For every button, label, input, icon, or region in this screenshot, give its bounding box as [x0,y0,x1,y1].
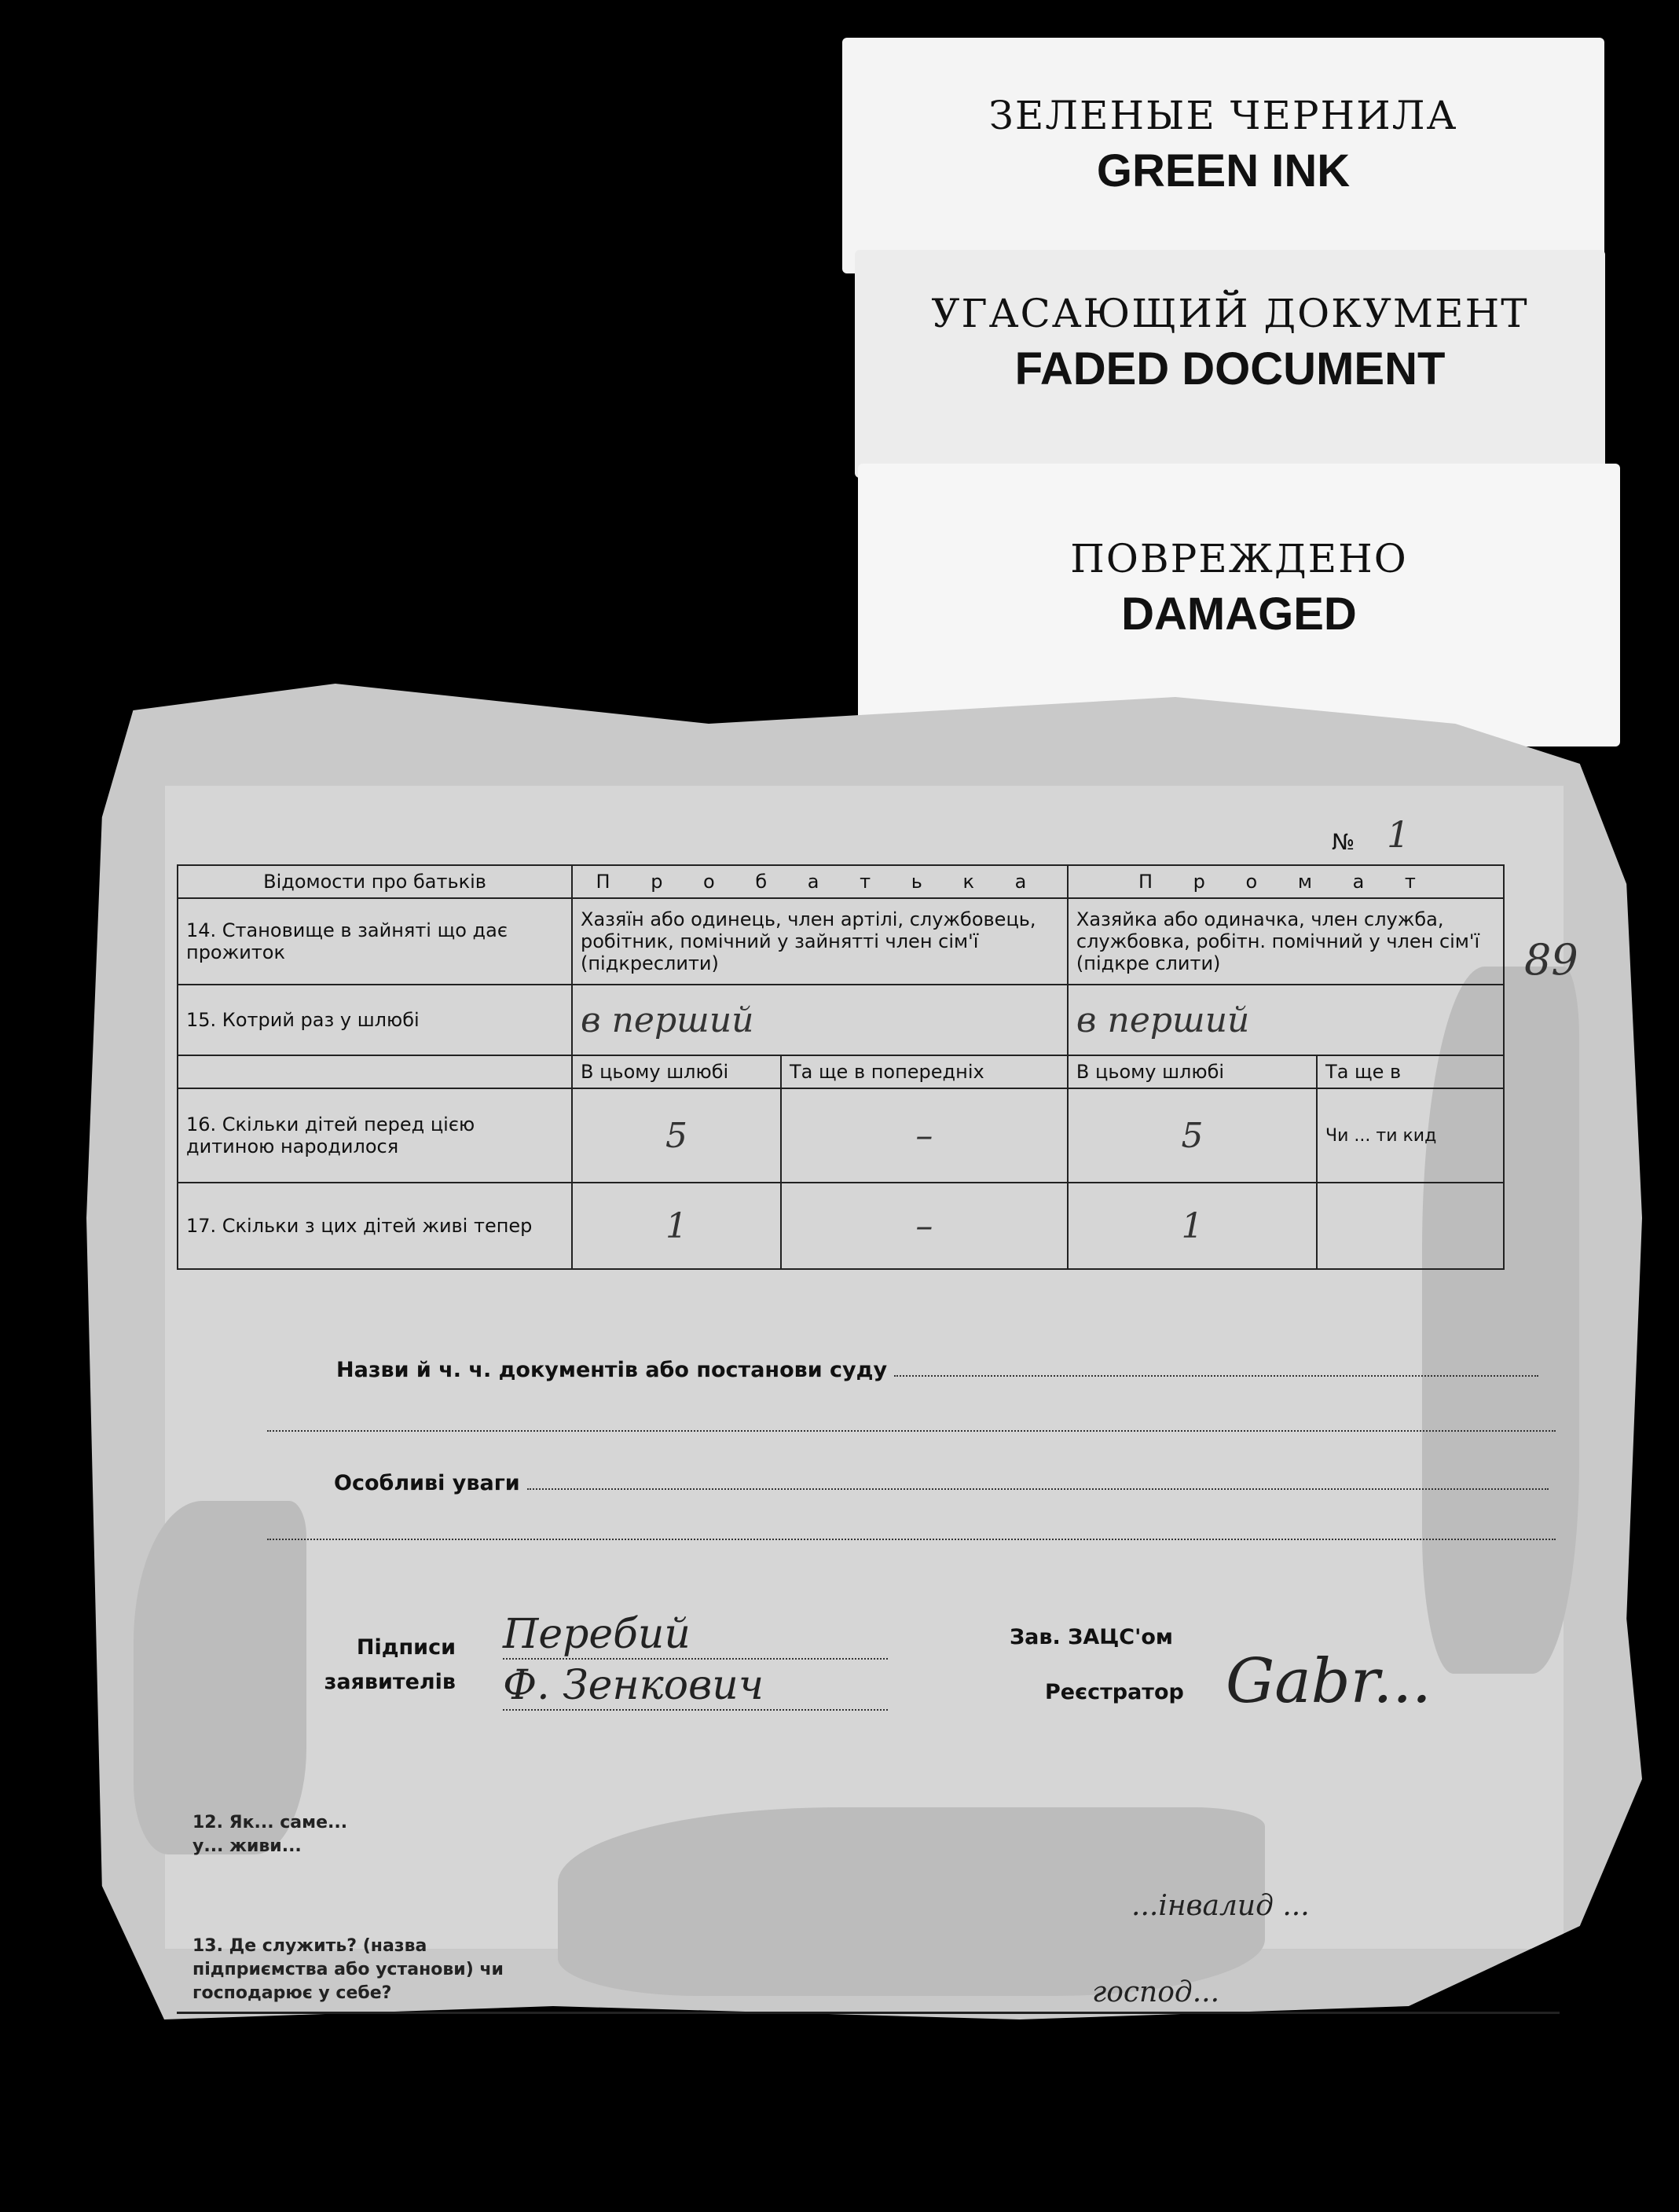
subheader-mother-this: В цьому шлюбі [1068,1055,1317,1088]
green-ink-en: GREEN INK [1096,145,1351,196]
row14-father: Хазяїн або одинець, член артілі, службовець, робітник, помічний у зайнятті член сім'ї (підкреслити) [572,898,1068,985]
green-ink-label-card [842,38,1604,273]
faded-document-label-card [855,250,1605,478]
footer-rule [177,2012,1560,2014]
row17-label: 17. Скільки з цих дітей живі тепер [178,1183,572,1269]
damaged-ru: ПОВРЕЖДЕНО [1070,536,1408,581]
torn-area-left [134,1501,306,1854]
header-mother: П р о м а т [1068,865,1504,898]
faded-document-ru: УГАСАЮЩИЙ ДОКУМЕНТ [931,291,1529,336]
row17-mother-prev [1317,1183,1504,1269]
damaged-en: DAMAGED [1121,589,1357,640]
row14-mother: Хазяйка або одиначка, член служба, службовка, робітн. помічний у член сім'ї (підкре слити) [1068,898,1504,985]
row15-father: в перший [572,985,1068,1055]
header-father: П р о б а т ь к а [572,865,1068,898]
row16-label: 16. Скільки дітей перед цією дитиною народилося [178,1088,572,1183]
row17-father-this: 1 [572,1183,781,1269]
row15-mother: в перший [1068,985,1504,1055]
subheader-father-prev: Та ще в попередніх [781,1055,1068,1088]
signatures-label: Підписи заявителів [324,1635,456,1694]
row16-father-this: 5 [572,1088,781,1183]
row15-label: 15. Котрий раз у шлюбі [178,985,572,1055]
footer-question-12: 12. Як... саме... у... живи... [192,1813,348,1856]
row17-mother-this: 1 [1068,1183,1317,1269]
registrar-label: Реєстратор [1045,1680,1184,1704]
footer-handwriting-2: господ... [1092,1976,1220,2008]
remarks-dotted-line [527,1488,1549,1490]
row16-mother-this: 5 [1068,1088,1317,1183]
subheader-mother-prev: Та ще в [1317,1055,1504,1088]
header-parents-info: Відомости про батьків [178,865,572,898]
remarks-label: Особливі уваги [334,1471,520,1495]
record-number-value: 1 [1387,813,1410,856]
documents-label: Назви й ч. ч. документів або постанови суду [336,1358,888,1382]
footer-handwriting-1: ...інвалид ... [1131,1890,1310,1922]
signature-2: Ф. Зенкович [503,1662,888,1711]
signature-1: Перебий [503,1611,888,1660]
subheader-father-this: В цьому шлюбі [572,1055,781,1088]
remarks-extra-line [267,1523,1556,1540]
documents-dotted-line [894,1375,1538,1377]
head-label: Зав. ЗАЦС'ом [1010,1625,1173,1649]
row17-father-prev: – [781,1183,1068,1269]
remarks-line [334,1471,1549,1495]
margin-number: 89 [1524,935,1578,985]
row16-mother-prev: Чи ... ти кид [1317,1088,1504,1183]
footer-question-13: 13. Де служить? (назва підприємства або установи) чи господарює у себе? [192,1936,504,2003]
row14-label: 14. Становище в зайняті що дає прожиток [178,898,572,985]
documents-line [336,1358,1538,1382]
row16-father-prev: – [781,1088,1068,1183]
green-ink-ru: ЗЕЛЕНЫЕ ЧЕРНИЛА [988,93,1458,138]
parents-info-table [177,864,1505,1270]
registrar-signature: Gabr... [1226,1646,1432,1717]
faded-document-en: FADED DOCUMENT [1014,343,1446,394]
documents-extra-line [267,1414,1556,1432]
subheader-spacer [178,1055,572,1088]
record-number-label: № [1332,829,1355,855]
